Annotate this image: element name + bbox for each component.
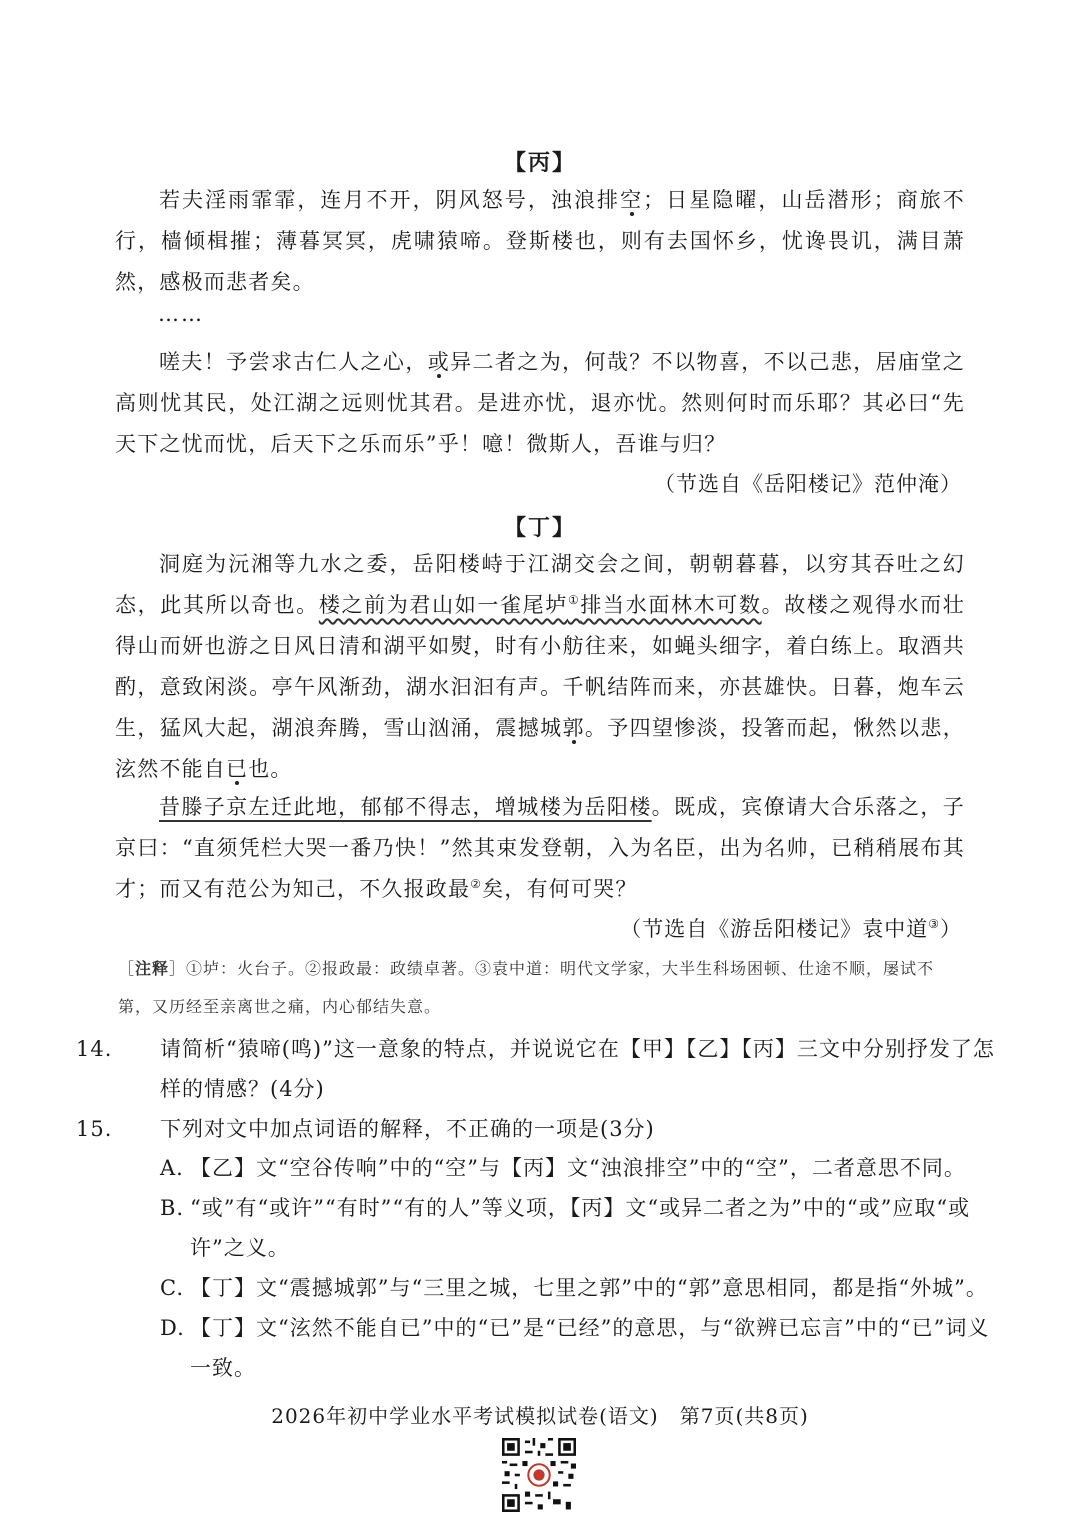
ding-p1-text-a: 洞庭为沅湘等九水之委，岳阳楼峙于江湖交会之间，朝朝暮暮，以穷其吞吐之幻态，此其所以奇也。 [115,552,965,617]
emphasis-dot-yi: 已 [226,757,249,781]
section-heading-ding: 【丁】 [503,515,576,541]
bing-p2-text-b: 异二者之为，何哉？不以物喜，不以己悲，居庙堂之高则忧其民，处江湖之远则忧其君。是进亦忧，退亦忧。然则何时而乐耶？其必曰“先天下之忧而忧，后天下之乐而乐”乎！噫！微斯人，吾谁与归？ [115,350,966,456]
ding-source-text: （节选自《游岳阳楼记》袁中道 [620,917,929,941]
option-letter: C. [160,1276,184,1300]
emphasis-dot-huo: 或 [427,350,451,374]
option-text: 【乙】文“空谷传响”中的“空”与【丙】文“浊浪排空”中的“空”，二者意思不同。 [190,1156,966,1180]
bing-p1-text-b: ；日星隐曜，山岳潜形；商旅不行，樯倾楫摧；薄暮冥冥，虎啸猿啼。登斯楼也，则有去国怀乡，忧谗畏讥，满目萧然，感极而悲者矣。 [115,188,966,294]
option-letter: A. [160,1156,184,1180]
ding-source-close: ） [940,917,962,941]
ellipsis: …… [158,302,204,326]
note-label: 注释 [135,959,170,978]
question-number: 15. [76,1117,113,1141]
section-heading-bing: 【丙】 [503,150,576,176]
ding-p1-text-b: 。故楼之观得水而壮得山而妍也游之日风日清和湖平如熨，时有小舫往来，如蝇头细字，着白练上。取酒共酌，意致闲淡。亭午风渐劲，湖水汩汩有声。千帆结阵而来，亦甚雄快。日暮，炮车云生，猛风大起，湖浪奔腾，雪山汹涌，震撼城 [115,593,965,740]
option-letter: B. [160,1196,185,1220]
bing-p2-text-a: 嗟夫！予尝求古仁人之心， [159,350,428,374]
wavy-text-b: 排当水面林木可数 [580,593,762,617]
page-footer: 2026年初中学业水平考试模拟试卷(语文) 第7页(共8页) [271,1404,809,1428]
question-14 [76,1029,1010,1109]
question-text: 下列对文中加点词语的解释，不正确的一项是(3分) [160,1117,655,1141]
option-d [160,1308,998,1388]
ding-p1-text-c: 。予四望惨淡，投箸而起，愀然以悲，泫然不能自 [115,716,965,781]
qr-code-icon [502,1438,576,1512]
emphasis-dot-guo: 郭 [562,716,585,740]
ding-p1-text-d: 也。 [248,757,293,781]
option-text: 【丁】文“泫然不能自已”中的“已”是“已经”的意思，与“欲辨已忘言”中的“已”词义一致。 [190,1316,990,1380]
option-letter: D. [160,1316,185,1340]
bing-paragraph-2 [115,342,965,465]
ding-source [620,913,962,943]
wavy-text-a: 楼之前为君山如一雀尾垆 [318,593,568,617]
underlined-sentence: 昔滕子京左迁此地，郁郁不得志，增城楼为岳阳楼 [159,795,652,819]
question-15 [76,1109,1010,1149]
ding-paragraph-1 [115,544,965,790]
footnote-mark-3: ③ [928,917,940,931]
emphasis-dot-kong: 空 [620,188,644,212]
ding-paragraph-2 [115,787,965,910]
option-text: 【丁】文“震撼城郭”与“三里之城，七里之郭”中的“郭”意思相同，都是指“外城”。 [190,1276,988,1300]
bing-paragraph-1 [115,180,965,303]
option-c [160,1268,998,1308]
annotation-note: ［注释］①垆：火台子。②报政最：政绩卓著。③袁中道：明代文学家，大半生科场困顿、仕途不顺，屡试不第，又历经至亲离世之痛，内心郁结失意。 [118,959,935,1016]
ding-p2-text-b: 矣，有何可哭？ [482,877,638,901]
option-text: “或”有“或许”“有时”“有的人”等义项，【丙】文“或异二者之为”中的“或”应取“或许”之义。 [190,1196,971,1260]
question-number: 14. [76,1037,113,1061]
note-text: ①垆：火台子。②报政最：政绩卓著。③袁中道：明代文学家，大半生科场困顿、仕途不顺，屡试不第，又历经至亲离世之痛，内心郁结失意。 [118,959,935,1016]
wavy-underlined-sentence [319,593,762,617]
bing-source: （节选自《岳阳楼记》范仲淹） [654,472,962,496]
bing-p1-text-a: 若夫淫雨霏霏，连月不开，阴风怒号，浊浪排 [159,188,621,212]
footnote-mark-2: ② [470,877,483,891]
question-text: 请简析“猿啼(鸣)”这一意象的特点，并说说它在【甲】【乙】【丙】三文中分别抒发了怎样的情感？(4分) [160,1037,995,1101]
option-a [160,1148,998,1188]
option-b [160,1188,998,1268]
footnote-mark-1: ① [567,593,581,607]
ding-p2-text-a: 。既成，宾僚请大合乐落之，子京曰：“直须凭栏大哭一番乃快！”然其束发登朝，入为名臣，出为名帅，已稍稍展布其才；而又有范公为知己，不久报政最 [115,795,965,901]
